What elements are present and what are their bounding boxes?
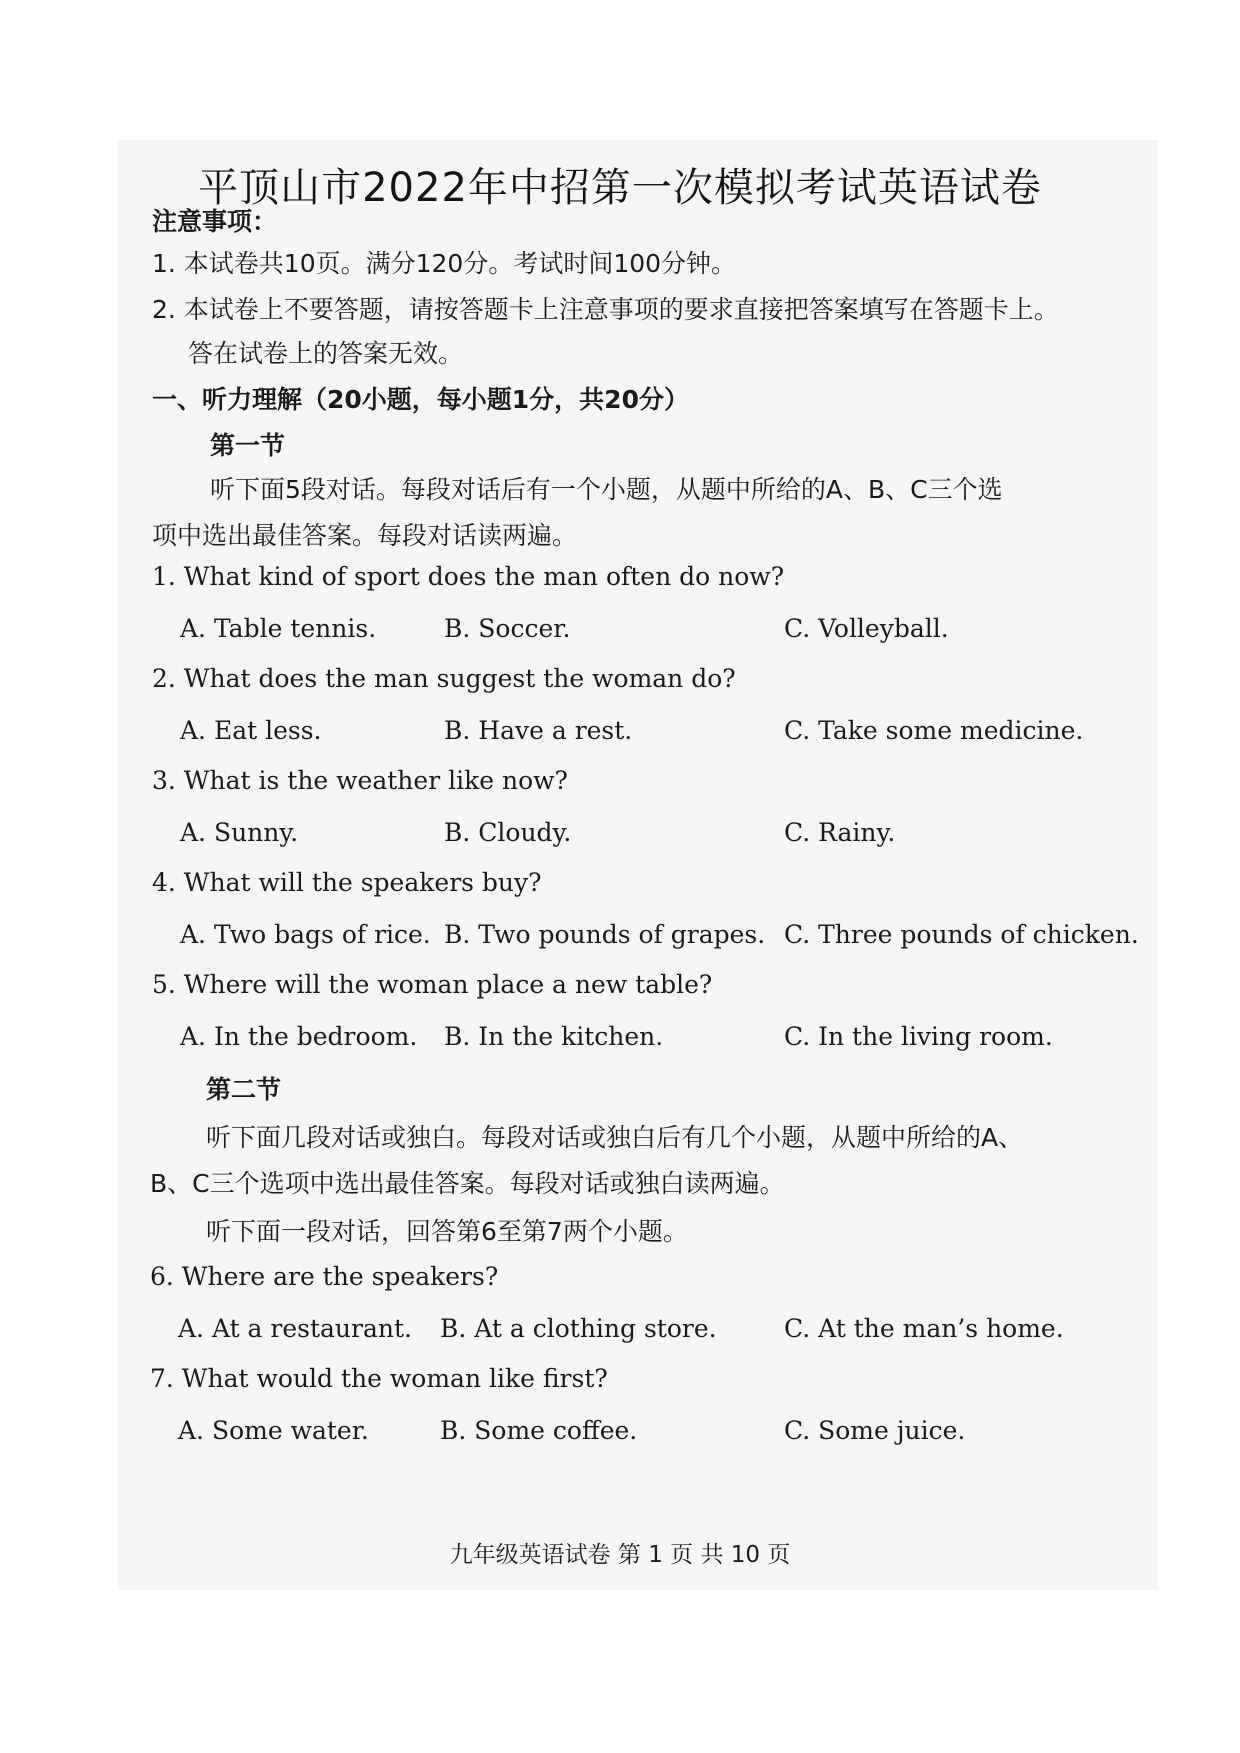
- question-3-option-b: B. Cloudy.: [444, 818, 572, 847]
- question-1: 1. What kind of sport does the man often do now?: [152, 562, 785, 591]
- question-7-option-b: B. Some coffee.: [440, 1416, 638, 1445]
- question-6-option-c: C. At the man’s home.: [784, 1314, 1064, 1343]
- question-2: 2. What does the man suggest the woman do?: [152, 664, 736, 693]
- notes-heading: 注意事项：: [152, 207, 278, 236]
- question-4-option-a: A. Two bags of rice.: [180, 920, 431, 949]
- question-2-option-c: C. Take some medicine.: [784, 716, 1084, 745]
- part2-sub-instruction: 听下面一段对话，回答第6至第7两个小题。: [206, 1217, 688, 1246]
- section-heading: 一、听力理解（20小题，每小题1分，共20分）: [152, 385, 689, 414]
- question-5: 5. Where will the woman place a new table?: [152, 970, 713, 999]
- part1-heading: 第一节: [210, 431, 286, 460]
- notes-item-3: 答在试卷上的答案无效。: [188, 339, 464, 368]
- page-footer: 九年级英语试卷 第 1 页 共 10 页: [449, 1542, 791, 1568]
- question-3: 3. What is the weather like now?: [152, 766, 568, 795]
- question-4: 4. What will the speakers buy?: [152, 868, 542, 897]
- part2-instruction-2: B、C三个选项中选出最佳答案。每段对话或独白读两遍。: [150, 1169, 785, 1198]
- question-5-option-a: A. In the bedroom.: [180, 1022, 418, 1051]
- part2-instruction-1: 听下面几段对话或独白。每段对话或独白后有几个小题，从题中所给的A、: [206, 1123, 1024, 1152]
- question-5-option-b: B. In the kitchen.: [444, 1022, 664, 1051]
- question-2-option-b: B. Have a rest.: [444, 716, 633, 745]
- exam-title: 平顶山市2022年中招第一次模拟考试英语试卷: [198, 165, 1042, 211]
- question-1-option-a: A. Table tennis.: [180, 614, 377, 643]
- part2-heading: 第二节: [206, 1075, 282, 1104]
- question-3-option-a: A. Sunny.: [180, 818, 299, 847]
- part1-instruction-1: 听下面5段对话。每段对话后有一个小题，从题中所给的A、B、C三个选: [210, 475, 1003, 504]
- question-7-option-a: A. Some water.: [178, 1416, 369, 1445]
- question-6-option-a: A. At a restaurant.: [178, 1314, 412, 1343]
- question-4-option-b: B. Two pounds of grapes.: [444, 920, 766, 949]
- question-7: 7. What would the woman like first?: [150, 1364, 608, 1393]
- question-1-option-b: B. Soccer.: [444, 614, 571, 643]
- question-5-option-c: C. In the living room.: [784, 1022, 1053, 1051]
- question-6: 6. Where are the speakers?: [150, 1262, 499, 1291]
- question-4-option-c: C. Three pounds of chicken.: [784, 920, 1139, 949]
- question-6-option-b: B. At a clothing store.: [440, 1314, 717, 1343]
- notes-item-1: 1. 本试卷共10页。满分120分。考试时间100分钟。: [152, 249, 737, 278]
- question-7-option-c: C. Some juice.: [784, 1416, 966, 1445]
- part1-instruction-2: 项中选出最佳答案。每段对话读两遍。: [152, 521, 578, 550]
- question-3-option-c: C. Rainy.: [784, 818, 896, 847]
- notes-item-2: 2. 本试卷上不要答题，请按答题卡上注意事项的要求直接把答案填写在答题卡上。: [152, 295, 1059, 324]
- question-2-option-a: A. Eat less.: [180, 716, 322, 745]
- question-1-option-c: C. Volleyball.: [784, 614, 949, 643]
